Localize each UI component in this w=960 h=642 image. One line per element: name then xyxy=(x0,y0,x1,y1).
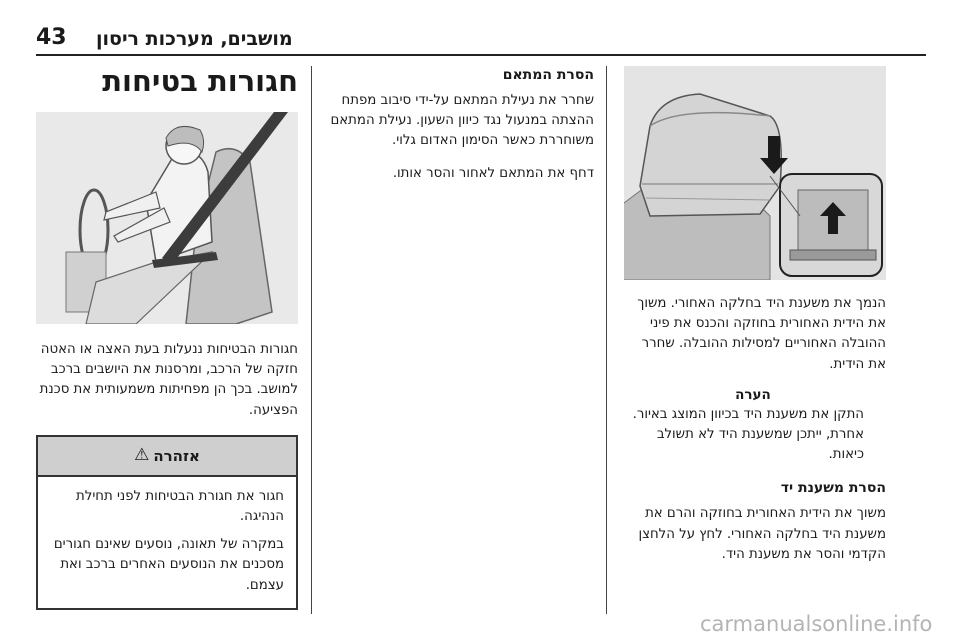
header-title: מושבים, מערכות ריסון xyxy=(96,28,293,50)
right-column xyxy=(620,66,886,577)
seat-belt-description: חגורות הבטיחות ננעלות בעת האצה או האטה חזקה של הרכב, ומרסנות את היושבים ברכב למושב. בכך הן מפחיתות משמעותית את סכנת הפציעה. xyxy=(39,341,298,418)
warning-header xyxy=(38,437,296,477)
warning-text-2: במקרה של תאונה, נוסעים שאינם חגורים מסכנים את הנוסעים האחרים ברכב ואת עצמם. xyxy=(53,537,284,593)
section-title: חגורות בטיחות xyxy=(102,64,298,98)
warning-text-1: חגור את חגורת הבטיחות לפני תחילת הנהיגה. xyxy=(76,488,284,524)
warning-triangle-icon: ⚠ xyxy=(134,445,150,466)
adapter-removal-heading: הסרת המתאם xyxy=(502,67,594,83)
page-header xyxy=(36,14,926,52)
middle-column xyxy=(326,66,594,196)
seat-belt-illustration xyxy=(36,112,298,324)
warning-body xyxy=(38,477,296,608)
watermark: carmanualsonline.info xyxy=(700,612,933,636)
header-rule xyxy=(36,54,926,56)
note-text: התקן את משענת היד בכיוון המוצג באיור. אחרת, ייתכן שמשענת היד לא תשולב כיאות. xyxy=(632,406,864,463)
left-column xyxy=(36,66,298,610)
column-divider-left xyxy=(311,66,312,614)
warning-title: אזהרה xyxy=(153,446,200,465)
armrest-removal-illustration xyxy=(624,66,886,280)
adapter-push-text: דחף את המתאם לאחור והסר אותו. xyxy=(392,165,594,181)
armrest-install-text: הנמך את משענת היד בחלקה האחורי. משוך את הידית האחורית בחוזקה והכנס את פיני ההובלה האחוריים למסילות ההובלה. שחרר את הידית. xyxy=(637,296,886,372)
armrest-removal-drawing xyxy=(624,66,886,280)
column-divider-right xyxy=(606,66,607,614)
page-number: 43 xyxy=(36,25,67,50)
armrest-removal-text: משוך את הידית האחורית בחוזקה והרם את משענת היד בחלקה האחורי. לחץ על הלחצן הקדמי והסר את משענת היד. xyxy=(638,506,886,562)
adapter-unlock-text: שחרר את נעילת המתאם על-ידי סיבוב מפתח ההצתה במנעול נגד כיוון השעון. נעילת המתאם משוחררת כאשר הסימון האדום גלוי. xyxy=(330,92,594,149)
armrest-removal-heading: הסרת משענת יד xyxy=(780,480,886,497)
warning-box xyxy=(36,435,298,610)
seat-belt-drawing xyxy=(36,112,298,324)
note-title: הערה xyxy=(735,386,771,403)
